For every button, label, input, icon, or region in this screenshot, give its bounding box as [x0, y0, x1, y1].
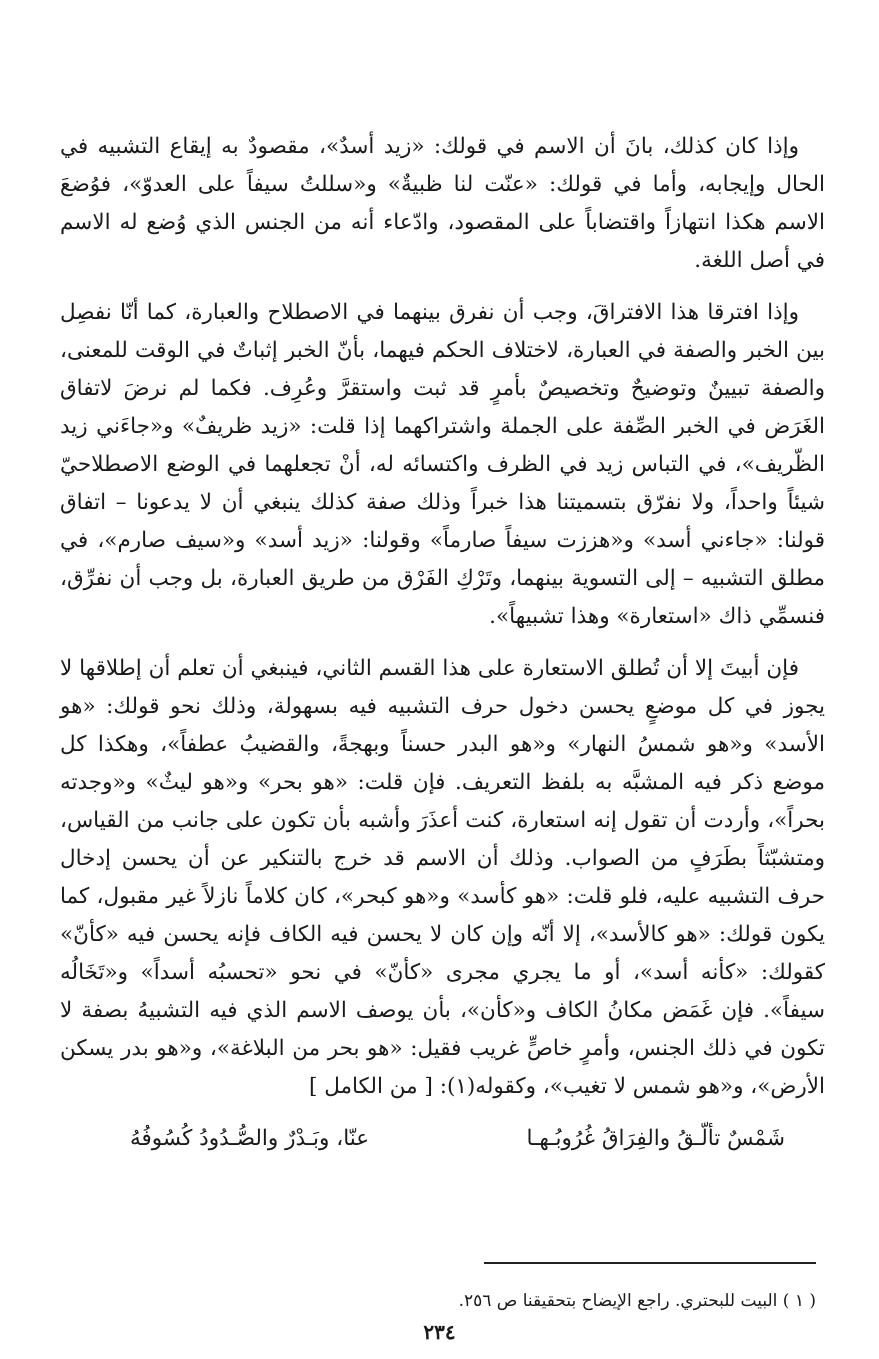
- paragraph-2: وإذا افترقا هذا الافتراقَ، وجب أن نفرق بينهما في الاصطلاح والعبارة، كما أنّا نفصِل بين الخبر والصفة في العبارة، لاختلاف الحكم فيهما، بأنّ الخبر إثباتٌ في الوقت للمعنى، والصفة تبيينٌ وتوضيحٌ وتخصيصٌ بأمرٍ قد ثبت واستقرَّ وعُرِف. فكما لم نرضَ لاتفاق الغَرَض في الخبر الصِّفة على الجملة واشتراكهما إذا قلت: «زيد ظريفٌ» و«جاءَني زيد الظّريف»، في التباس زيد في الظرف واكتسائه له، أنْ تجعلهما في الوضع الاصطلاحيّ شيئاً واحداً، ولا نفرّق بتسميتنا هذا خبراً وذلك صفة كذلك ينبغي أن لا يدعونا – اتفاق قولنا: «جاءني أسد» و«هززت سيفاً صارماً» وقولنا: «زيد أسد» و«سيف صارم»، في مطلق التشبيه – إلى التسوية بينهما، وتَرْكِ الفَرْق من طريق العبارة، بل وجب أن نفرِّق، فنسمِّي ذاك «استعارة» وهذا تشبيهاً».: [60, 300, 825, 629]
- footnote-divider: [484, 1262, 816, 1264]
- footnote: ( ١ ) البيت للبحتري. راجع الإيضاح بتحقيقنا ص ٢٥٦.: [458, 1291, 816, 1311]
- verse-second-hemistich: عنّا، وبَـدْرٌ والصُّـدُودُ كُسُوفُهُ: [130, 1126, 370, 1151]
- paragraph-3: فإن أبيتَ إلا أن تُطلق الاستعارة على هذا القسم الثاني، فينبغي أن تعلم أن إطلاقها لا يجوز في كل موضعٍ يحسن دخول حرف التشبيه فيه بسهولة، وذلك نحو قولك: «هو الأسد» و«هو شمسُ النهار» و«هو البدر حسناً وبهجةً، والقضيبُ عطفاً»، وهكذا كل موضع ذكر فيه المشبَّه به بلفظ التعريف. فإن قلت: «هو بحر» و«هو ليثٌ» و«وجدته بحراً»، وأردت أن تقول إنه استعارة، كنت أعذَرَ وأشبه بأن تكون على جانب من القياس، ومتشبّثاً بطَرَفٍ من الصواب. وذلك أن الاسم قد خرج بالتنكير عن أن يحسن إدخال حرف التشبيه عليه، فلو قلت: «هو كأسد» و«هو كبحر»، كان كلاماً نازلاً غير مقبول، كما يكون قولك: «هو كالأسد»، إلا أنّه وإن كان لا يحسن فيه الكاف فإنه يحسن فيه «كأنّ» كقولك: «كأنه أسد»، أو ما يجري مجرى «كأنّ» في نحو «تحسبُه أسداً» و«تَخَالُه سيفاً». فإن غَمَض مكانُ الكاف و«كأن»، بأن يوصف الاسم الذي فيه التشبيهُ بصفة لا تكون في ذلك الجنس، وأمرٍ خاصٍّ غريب فقيل: «هو بحر من البلاغة»، و«هو بدر يسكن الأرض»، و«هو شمس لا تغيب»، وكقوله(١): [ من الكامل ]: [60, 656, 825, 1099]
- page-number: ٢٣٤: [423, 1320, 456, 1344]
- poetry-verse: [130, 1120, 785, 1158]
- page-body: [60, 128, 825, 1158]
- verse-first-hemistich: شَمْسٌ تألّـقُ والفِرَاقُ غُرُوبُـهـا: [526, 1126, 785, 1151]
- paragraph-1: وإذا كان كذلك، بانَ أن الاسم في قولك: «زيد أسدٌ»، مقصودٌ به إيقاع التشبيه في الحال وإيجابه، وأما في قولك: «عنّت لنا ظبيةٌ» و«سللتُ سيفاً على العدوّ»، فوُضعَ الاسم هكذا انتهازاً واقتضاباً على المقصود، وادّعاء أنه من الجنس الذي وُضع له الاسم في أصل اللغة.: [60, 134, 825, 273]
